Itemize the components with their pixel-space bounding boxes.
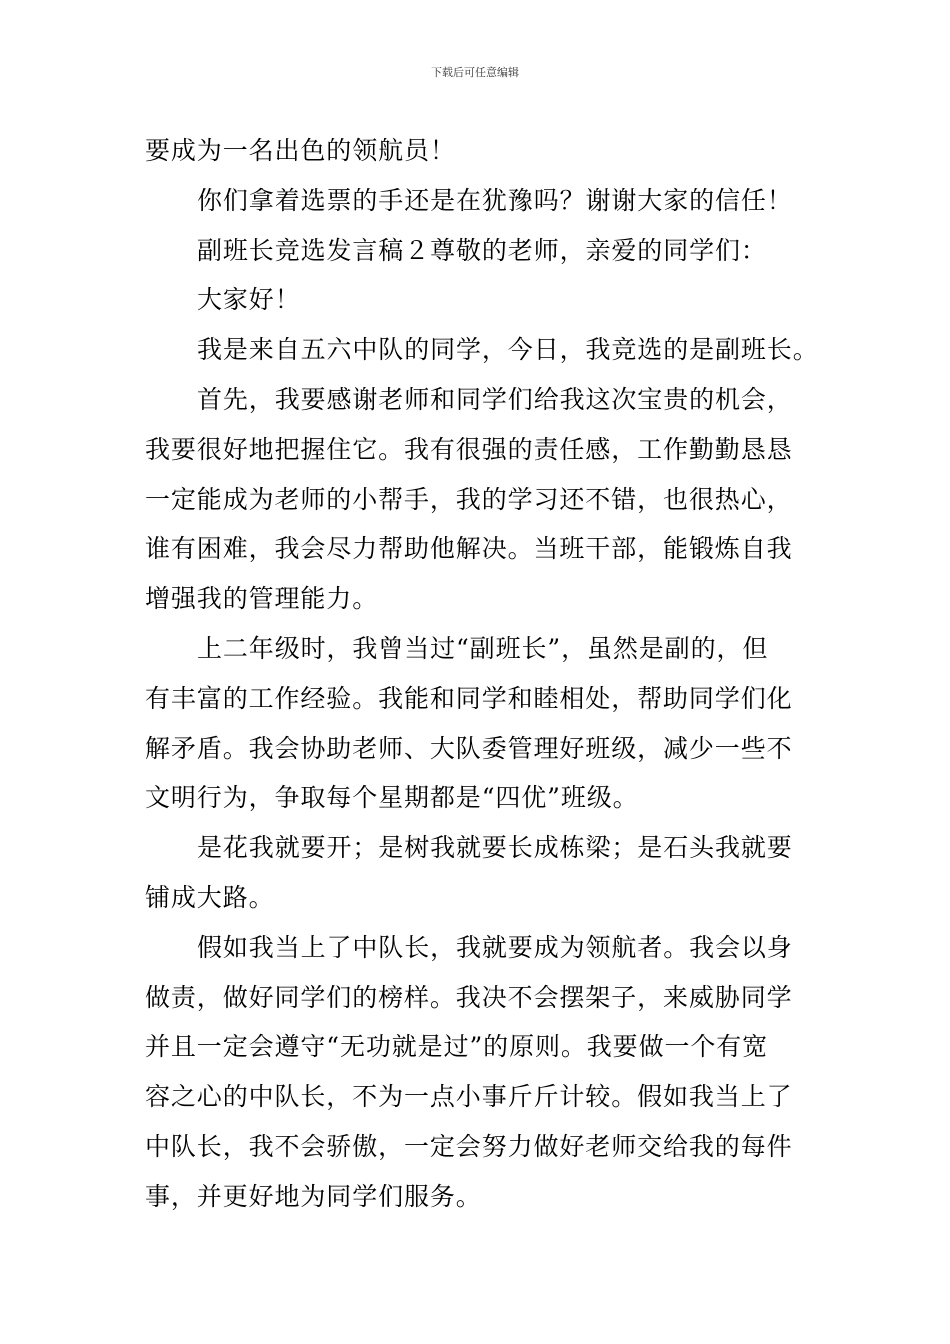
text-line: 一定能成为老师的小帮手，我的学习还不错，也很热心， (145, 484, 793, 514)
paragraph (145, 375, 810, 624)
text-line: 副班长竞选发言稿２尊敬的老师，亲爱的同学们： (197, 235, 767, 265)
text-line: 我是来自五六中队的同学，今日，我竞选的是副班长。 (197, 335, 819, 365)
text-line: 铺成大路。 (145, 882, 275, 912)
text-line: 做责，做好同学们的榜样。我决不会摆架子，来威胁同学 (145, 982, 793, 1012)
page-header: 下载后可任意编辑 (431, 66, 519, 79)
text-line: 大家好！ (197, 285, 301, 315)
paragraph (145, 823, 810, 923)
text-line: 要成为一名出色的领航员！ (145, 136, 456, 165)
text-line: 你们拿着选票的手还是在犹豫吗？谢谢大家的信任！ (197, 185, 793, 215)
text-line: 中队长，我不会骄傲，一定会努力做好老师交给我的每件 (145, 1131, 793, 1161)
text-line: 我要很好地把握住它。我有很强的责任感，工作勤勤恳恳 (145, 434, 793, 464)
text-line: 事，并更好地为同学们服务。 (145, 1181, 482, 1211)
text-line: 解矛盾。我会协助老师、大队委管理好班级，减少一些不 (145, 733, 793, 763)
text-line: 增强我的管理能力。 (145, 584, 379, 614)
text-line: 有丰富的工作经验。我能和同学和睦相处，帮助同学们化 (145, 683, 793, 713)
paragraph (145, 325, 819, 375)
paragraph (145, 275, 810, 325)
text-line: 容之心的中队长，不为一点小事斤斤计较。假如我当上了 (145, 1082, 793, 1112)
text-line: 谁有困难，我会尽力帮助他解决。当班干部，能锻炼自我 (145, 534, 793, 564)
text-line: 上二年级时，我曾当过“副班长”，虽然是副的，但 (197, 633, 769, 663)
text-line: 假如我当上了中队长，我就要成为领航者。我会以身 (197, 932, 793, 962)
text-line: 并且一定会遵守“无功就是过”的原则。我要做一个有宽 (145, 1032, 769, 1062)
paragraph (145, 923, 810, 1222)
paragraph (145, 176, 810, 226)
paragraph (145, 126, 810, 176)
document-body (145, 126, 819, 1222)
text-line: 首先，我要感谢老师和同学们给我这次宝贵的机会， (197, 384, 793, 414)
text-line: 文明行为，争取每个星期都是“四优”班级。 (145, 783, 639, 813)
paragraph (145, 226, 810, 276)
paragraph (145, 624, 810, 823)
text-line: 是花我就要开；是树我就要长成栋梁；是石头我就要 (197, 833, 793, 863)
